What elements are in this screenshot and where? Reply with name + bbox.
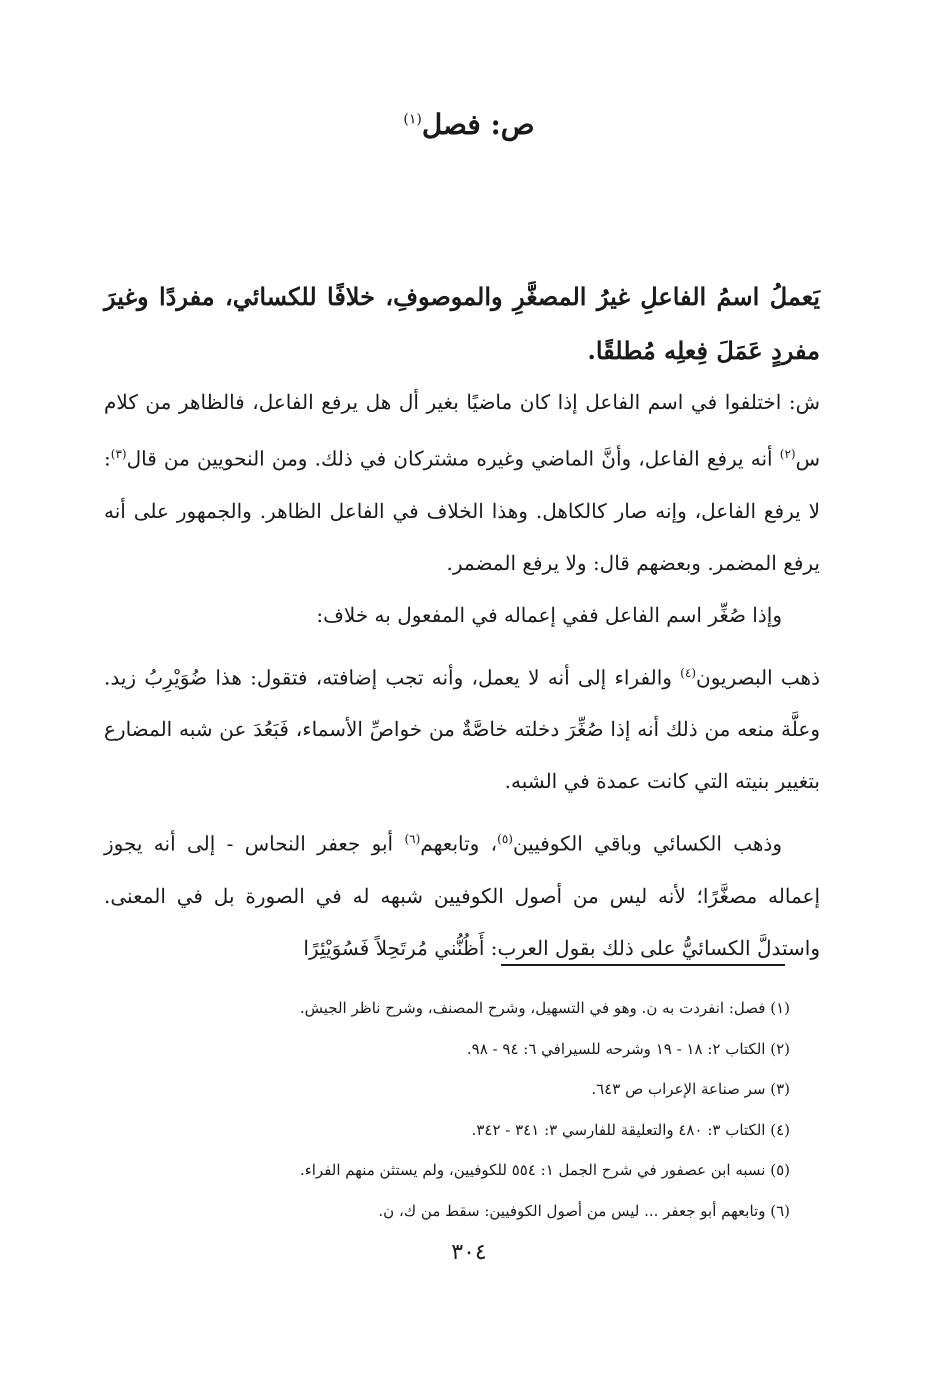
commentary-paragraph-2: وإذا صُغِّر اسم الفاعل ففي إعماله في المفعول به خلاف: — [316, 602, 782, 627]
footnote-ref: (٥) — [497, 832, 513, 847]
footnote-ref: (٢) — [779, 447, 796, 461]
text-run: : لا يرفع الفاعل، وإنه صار كالكاهل. وهذا الخلاف في الفاعل الظاهر. والجمهور على أنه يرفع المضمر. وبعضهم قال: ولا يرفع المضمر. — [104, 446, 820, 575]
text-run: ذهب البصريون — [696, 665, 820, 690]
commentary-paragraph-1 — [104, 376, 820, 589]
footnotes — [104, 988, 790, 1231]
footnote-6: (٦) وتابعهم أبو جعفر ... ليس من أصول الكوفيين: سقط من ك، ن. — [378, 1201, 790, 1220]
text-run: ش: اختلفوا في اسم الفاعل إذا كان ماضيًا بغير أل هل يرفع الفاعل، فالظاهر من كلام س — [104, 390, 820, 471]
text-run: ، وتابعهم — [420, 831, 498, 856]
commentary-paragraph-4 — [104, 813, 820, 974]
section-heading — [0, 108, 938, 141]
footnote-ref: (٣) — [110, 447, 127, 461]
footnote-ref: (٦) — [404, 832, 421, 847]
text-run: والفراء إلى أنه لا يعمل، وأنه تجب إضافته، فتقول: هذا ضُوَيْرِبُ زيد. وعلَّة منعه من ذلك أنه إذا صُغِّرَ دخلته خاصَّةٌ من خواصِّ الأسماء، فَبَعُدَ عن شبه المضارع بتغيير بنيته التي كانت عمدة في الشبه. — [104, 665, 820, 794]
commentary-paragraph-3 — [104, 647, 820, 808]
text-run: أبو جعفر النحاس - إلى أنه يجوز إعماله مصغَّرًا؛ لأنه ليس من أصول الكوفيين شبهه له في الصورة بل في المعنى. واستدلَّ الكسائيُّ على ذلك بقول العرب: أَظُنُّني مُرتَحِلاً فَسُوَيْئِرًا — [104, 831, 820, 960]
footnote-4: (٤) الكتاب ٣: ٤٨٠ والتعليقة للفارسي ٣: ٣٤١ - ٣٤٢. — [471, 1120, 790, 1139]
text-run: وذهب الكسائي وباقي الكوفيين — [512, 831, 782, 856]
footnote-5: (٥) نسبه ابن عصفور في شرح الجمل ١: ٥٥٤ للكوفيين، ولم يستثن منهم الفراء. — [299, 1161, 790, 1179]
text-run: أنه يرفع الفاعل، وأنَّ الماضي وغيره مشتركان في ذلك. ومن النحويين من قال — [126, 446, 780, 471]
heading-note-mark: (١) — [403, 111, 422, 128]
heading-text: ص: فصل — [421, 108, 535, 141]
footnote-ref: (٤) — [680, 665, 696, 680]
footnote-1: (١) فصل: انفردت به ن. وهو في التسهيل، وشرح المصنف، وشرح ناظر الجيش. — [299, 999, 790, 1017]
footnote-2: (٢) الكتاب ٢: ١٨ - ١٩ وشرحه للسيرافي ٦: ٩٤ - ٩٨. — [466, 1039, 790, 1058]
footnote-3: (٣) سر صناعة الإعراب ص ٦٤٣. — [591, 1080, 790, 1098]
matn-text: يَعملُ اسمُ الفاعلِ غيرُ المصغَّرِ والموصوفِ، خلافًا للكسائي، مفردًا وغيرَ مفردٍ عَمَلَ فِعلِه مُطلقًا. — [104, 282, 820, 365]
footnote-separator — [501, 964, 785, 966]
commentary — [104, 376, 820, 974]
page-number: ٣٠٤ — [451, 1240, 487, 1265]
